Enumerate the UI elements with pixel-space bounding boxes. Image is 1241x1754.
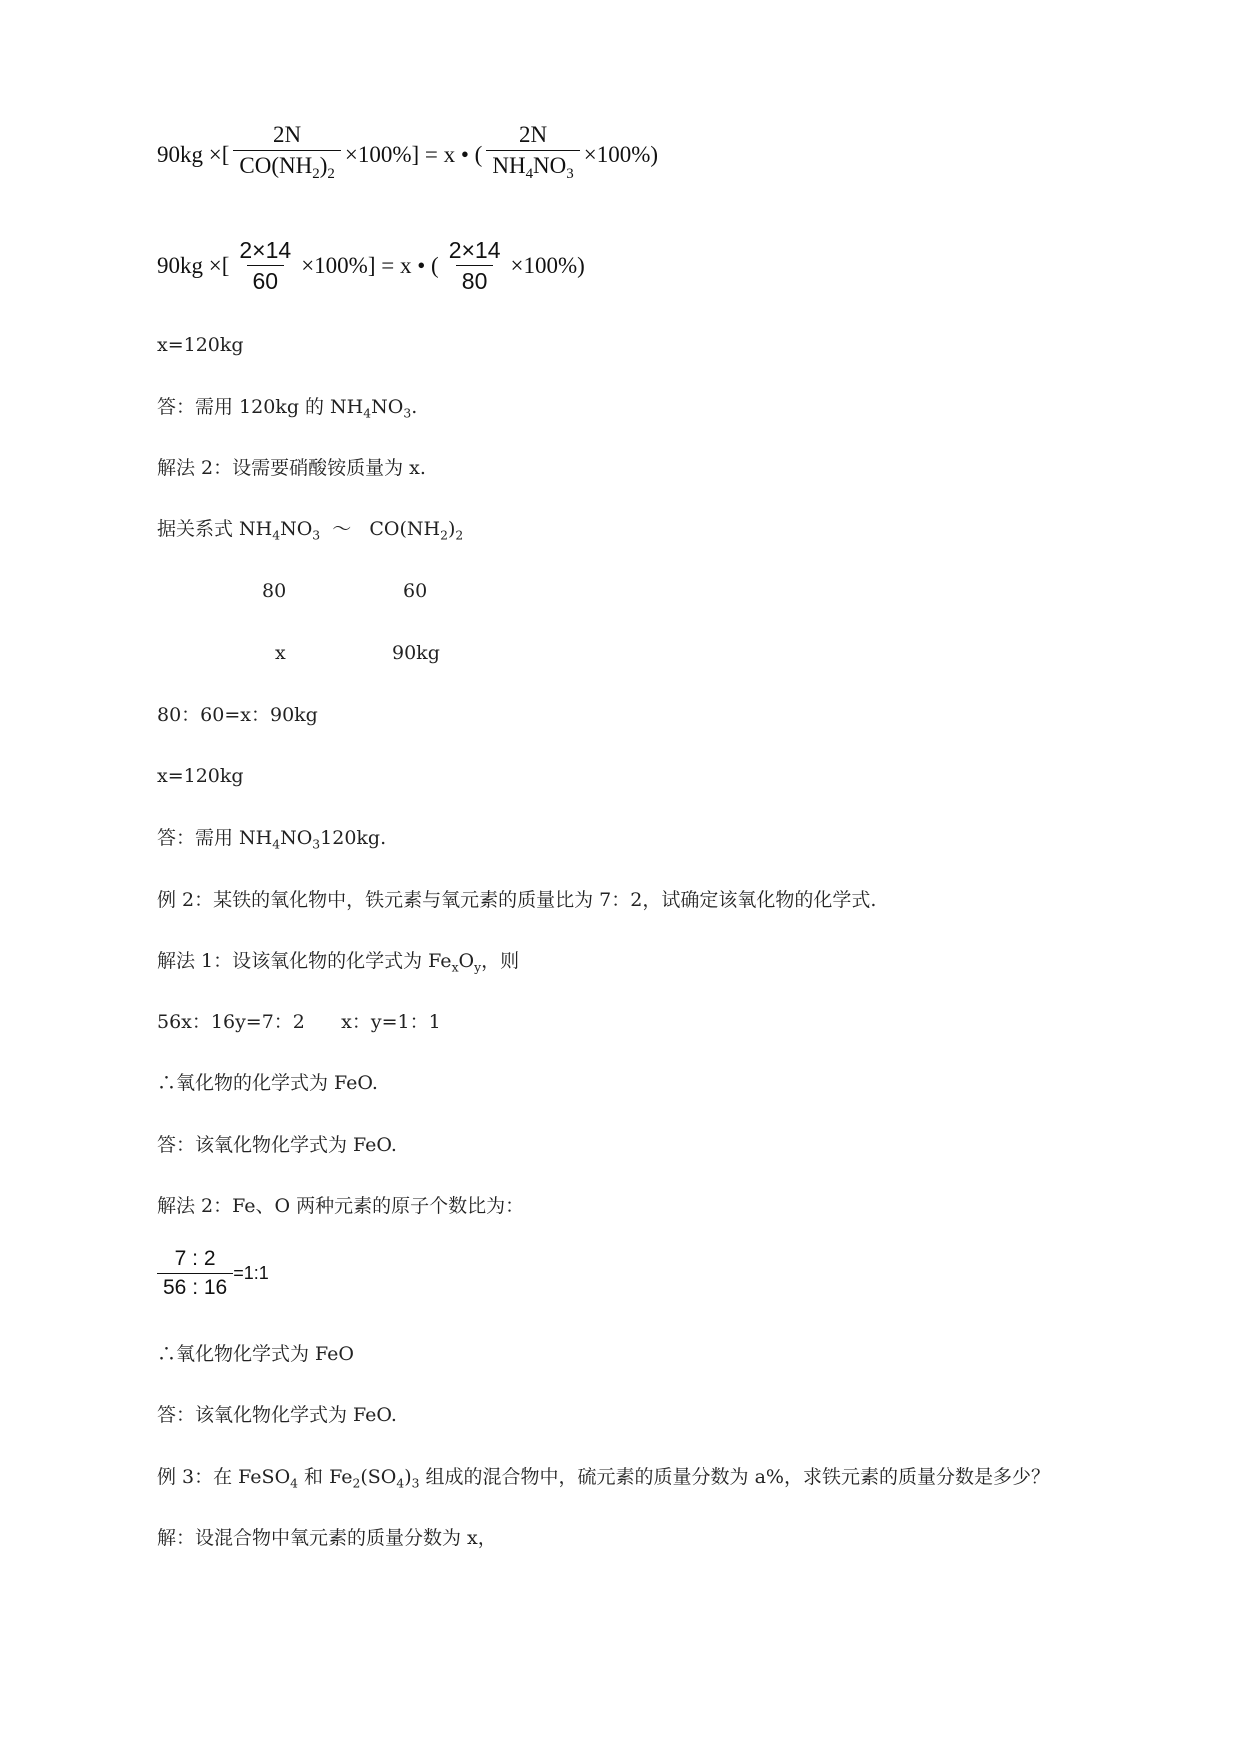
result-x-2: x=120kg [157,765,244,787]
ratio-line: 80：60=x：90kg [157,704,318,726]
method-2b-heading: 解法 2：Fe、O 两种元素的原子个数比为： [157,1195,525,1217]
eq1-frac2-denominator: $NH_4NO_3$ [486,150,579,187]
ratio-fraction [157,1247,269,1300]
relation-value-60: 60 [403,580,428,602]
answer-1: 答：需用 120kg 的 $NH_4NO_3$. [157,396,418,421]
solution-line: 解：设混合物中氧元素的质量分数为 x， [157,1527,497,1549]
calculation-line: 56x：16y=7：2 x：y=1：1 [157,1011,441,1033]
answer-2: 答：需用 $NH_4NO_3120kg$. [157,827,387,852]
result-x-1: x=120kg [157,334,244,356]
eq1-end: ×100%) [583,141,659,167]
eq1-fraction-1 [233,122,340,187]
method-1-heading: 解法 1：设该氧化物的化学式为 $Fe_xO_y$，则 [157,950,520,975]
eq2-lhs: 90kg ×[ [157,252,230,278]
method-2-heading: 解法 2：设需要硝酸铵质量为 x. [157,457,426,479]
answer-4: 答：该氧化物化学式为 FeO. [157,1404,397,1426]
eq2-frac1-numerator: 2×14 [239,237,292,263]
eq2-frac2-numerator: 2×14 [448,237,501,263]
eq1-frac1-numerator: 2N [273,122,302,147]
ratio-fraction-result: =1:1 [233,1263,269,1283]
example-3-question: 例 3：在 FeSO$_4$ 和 $Fe_2(SO_4)_3$ 组成的混合物中，硫元素的质量分数为 a%，求铁元素的质量分数是多少？ [157,1466,1050,1491]
relation-value-x: x [275,642,286,664]
ratio-fraction-body [157,1247,233,1300]
eq1-frac1-denominator: $CO(NH_2)_2$ [233,150,340,187]
equation-1 [157,122,658,187]
relation-value-80: 80 [262,580,287,602]
eq2-frac2-denominator: 80 [456,265,494,294]
eq2-frac1-denominator: 60 [247,265,285,294]
eq2-fraction-1 [233,237,297,294]
eq1-middle: ×100%] = x • ( [344,141,483,167]
therefore-line-1: ∴氧化物的化学式为 FeO. [157,1072,378,1094]
ratio-fraction-numerator: 7 : 2 [174,1247,216,1270]
relation-line: 据关系式 $NH_4NO_3$ ～ $CO(NH_2)_2$ [157,518,464,543]
therefore-line-2: ∴氧化物化学式为 FeO [157,1343,355,1365]
eq2-fraction-2 [443,237,507,294]
eq2-middle: ×100%] = x • ( [301,252,439,278]
answer-3: 答：该氧化物化学式为 FeO. [157,1134,397,1156]
eq1-lhs: 90kg ×[ [157,141,230,167]
example-2-question: 例 2：某铁的氧化物中，铁元素与氧元素的质量比为 7：2，试确定该氧化物的化学式. [157,889,877,911]
equation-2 [157,237,585,294]
eq2-end: ×100%) [510,252,585,278]
eq1-frac2-numerator: 2N [518,122,548,147]
relation-value-90kg: 90kg [392,642,440,664]
eq1-fraction-2 [486,122,579,187]
ratio-fraction-denominator: 56 : 16 [157,1273,233,1300]
